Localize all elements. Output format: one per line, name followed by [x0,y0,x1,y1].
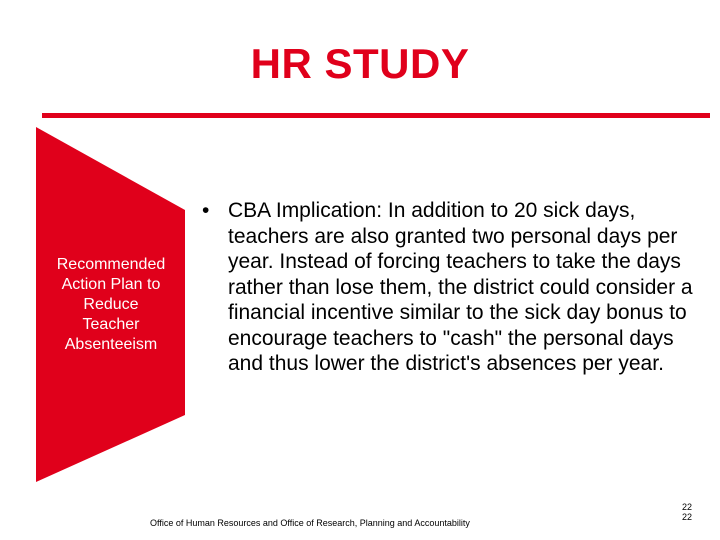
page-number-line: 22 [682,512,693,522]
bullet-list [198,198,708,377]
bullet-marker: • [202,199,210,222]
side-label-line: Action Plan to [61,276,161,293]
slide-title: HR STUDY [250,40,470,87]
side-label-line: Reduce [83,296,139,313]
bullet-item [198,198,708,377]
page-number [682,502,692,522]
side-label-line: Teacher [82,316,140,333]
side-label [38,255,184,355]
side-label-line: Recommended [56,256,166,273]
footer-text: Office of Human Resources and Office of Research, Planning and Accountability [150,518,470,528]
page-number-line: 22 [682,502,693,512]
side-label-line: Absenteeism [64,336,158,353]
bullet-text: CBA Implication: In addition to 20 sick days, teachers are also granted two personal days per year. Instead of forcing teachers to take the days rather than lose them, the district could consider a financial incentive similar to the sick day bonus to encourage teachers to "cash" the personal days and thus lower the district's absences per year. [228,199,693,375]
